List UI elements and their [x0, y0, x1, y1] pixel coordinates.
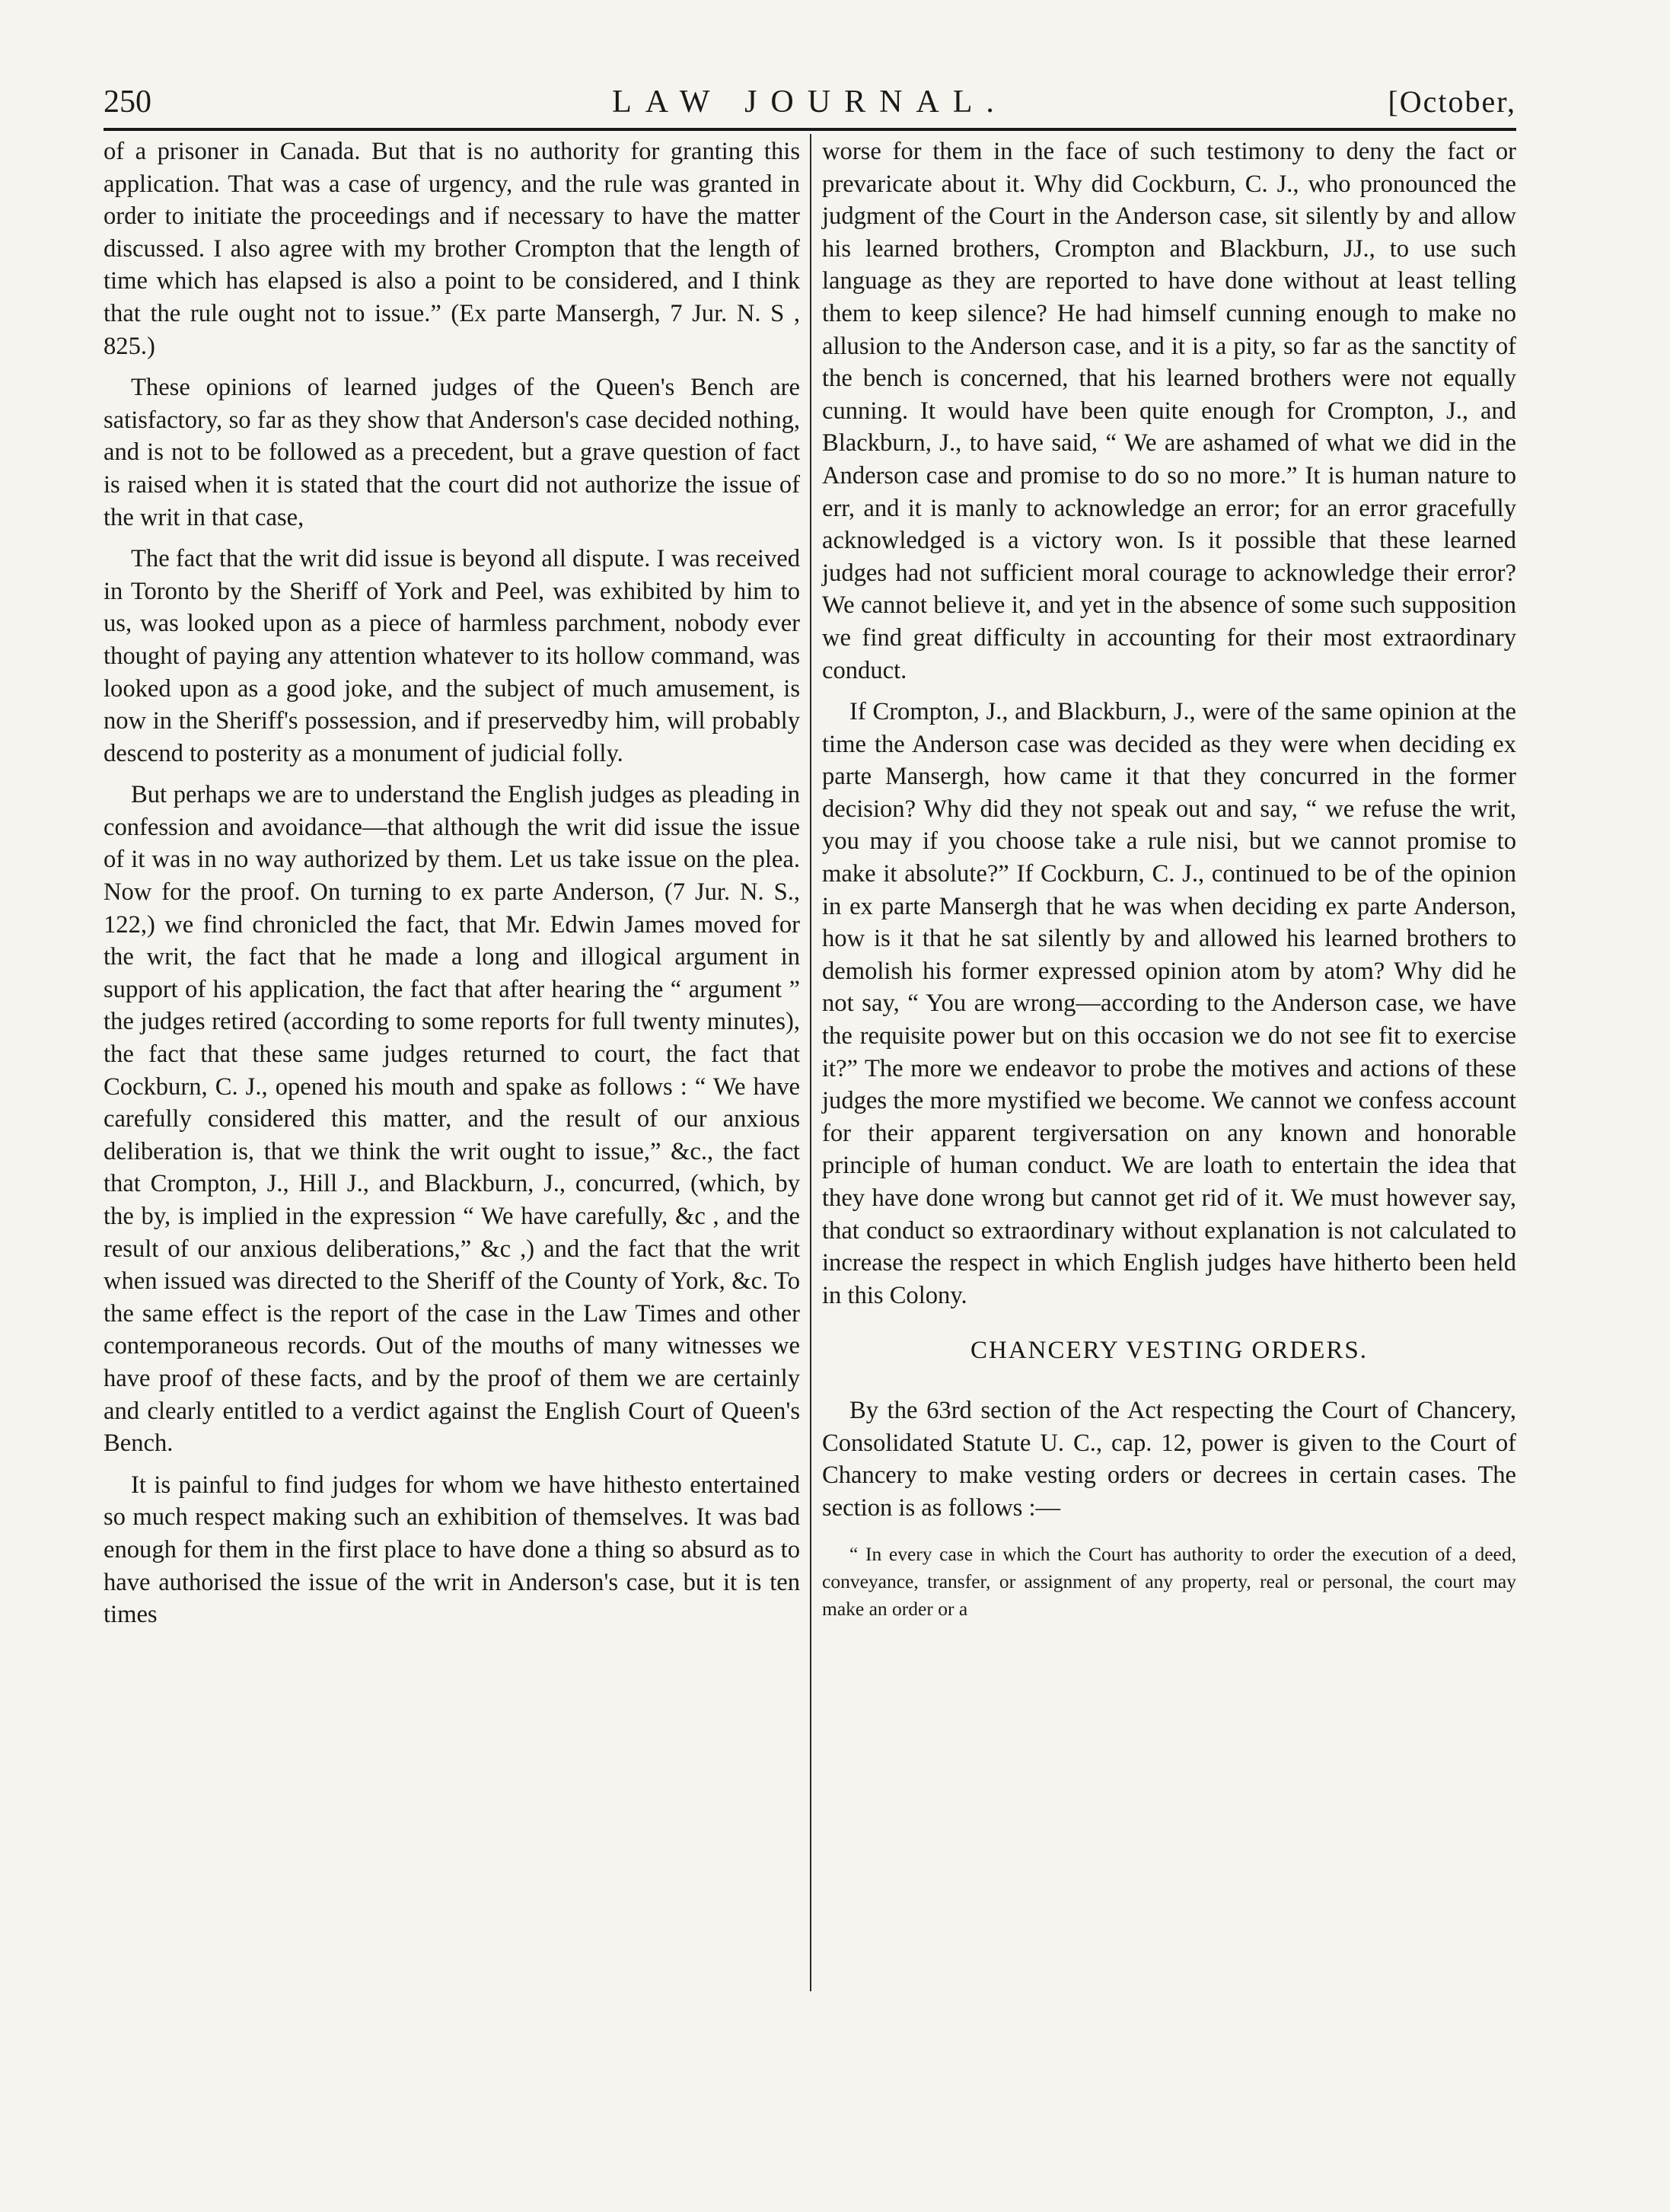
paragraph: If Crompton, J., and Blackburn, J., were of the same opinion at the time the Anderson case was decided as they were when deciding ex parte Mansergh, how came it that they concurred in the former decision? Why did they not speak out and say, “ we refuse the writ, you may if you choose take a rule nisi, but we cannot promise to make it absolute?” If Cockburn, C. J., continued to be of the opinion in ex parte Mansergh that he was when deciding ex parte Anderson, how is it that he sat silently by and allowed his learned brothers to demolish his former expressed opinion atom by atom? Why did he not say, “ You are wrong—according to the Anderson case, we have the requisite power but on this occasion we do not see fit to exercise it?” The more we endeavor to probe the motives and actions of these judges the more mystified we become. We cannot we confess account for their apparent tergiversation on any known and honorable principle of human conduct. We are loath to entertain the idea that they have done wrong but cannot get rid of it. We must however say, that conduct so extraordinary without explanation is not calculated to increase the respect in which English judges have hitherto been held in this Colony. — [822, 698, 1516, 1309]
paragraph: It is painful to find judges for whom we have hithesto entertained so much respect making such an exhibition of themselves. It was bad enough for them in the first place to have done a thing so absurd as to have authorised the issue of the writ in Anderson's case, but it is ten times — [104, 1471, 800, 1629]
paragraph: The fact that the writ did issue is beyond all dispute. I was received in Toronto by the Sheriff of York and Peel, was exhibited by him to us, was looked upon as a piece of harmless parchment, nobody ever thought of paying any attention whatever to its hollow command, was looked upon as a good joke, and the subject of much amusement, is now in the Sheriff's possession, and if preservedby him, will probably descend to posterity as a monument of judicial folly. — [104, 545, 800, 767]
page-number: 250 — [104, 84, 151, 120]
paragraph: By the 63rd section of the Act respecting the Court of Chancery, Consolidated Statute U. C., cap. 12, power is given to the Court of Chancery to make vesting orders or decrees in certain cases. The section is as follows :— — [822, 1396, 1516, 1522]
paragraph: But perhaps we are to understand the English judges as pleading in confession and avoidance—that although the writ did issue the issue of it was in no way authorized by them. Let us take issue on the plea. Now for the proof. On turning to ex parte Anderson, (7 Jur. N. S., 122,) we find chronicled the fact, that Mr. Edwin James moved for the writ, the fact that he made a long and illogical argument in support of his application, the fact that after hearing the “ argument ” the judges retired (according to some reports for full twenty minutes), the fact that these same judges returned to court, the fact that Cockburn, C. J., opened his mouth and spake as follows : “ We have carefully considered this matter, and the result of our anxious deliberation is, that we think the writ ought to issue,” &c., the fact that Crompton, J., Hill J., and Blackburn, J., concurred, (which, by the by, is implied in the expression “ We have carefully, &c , and the result of our anxious deliberations,” &c ,) and the fact that the writ when issued was directed to the Sheriff of the County of York, &c. To the same effect is the report of the case in the Law Times and other contemporaneous records. Out of the mouths of many witnesses we have proof of these facts, and by the proof of them we are certainly and clearly entitled to a verdict against the English Court of Queen's Bench. — [104, 781, 800, 1458]
right-column — [822, 135, 1516, 1632]
paragraph: These opinions of learned judges of the Queen's Bench are satisfactory, so far as they show that Anderson's case decided nothing, and is not to be followed as a precedent, but a grave question of fact is raised when it is stated that the court did not authorize the issue of the writ in that case, — [104, 374, 800, 531]
journal-title: LAW JOURNAL. — [612, 84, 1008, 120]
paragraph: of a prisoner in Canada. But that is no authority for granting this application. That was a case of urgency, and the rule was granted in order to initiate the proceedings and if necessary to have the matter discussed. I also agree with my brother Crompton that the length of time which has elapsed is also a point to be considered, and I think that the rule ought not to issue.” (Ex parte Mansergh, 7 Jur. N. S , 825.) — [104, 138, 800, 360]
header-rule — [104, 128, 1516, 131]
statute-quote: “ In every case in which the Court has authority to order the execution of a deed, conveyance, transfer, or assignment of any property, real or personal, the court may make an order or a — [822, 1543, 1516, 1621]
column-divider — [810, 134, 811, 1991]
issue-month: [October, — [1388, 84, 1516, 119]
left-column — [104, 135, 800, 1640]
page-header — [104, 79, 1516, 140]
paragraph: worse for them in the face of such testimony to deny the fact or prevaricate about it. Why did Cockburn, C. J., who pronounced the judgment of the Court in the Anderson case, sit silently by and allow his learned brothers, Crompton and Blackburn, JJ., to use such language as they are reported to have done without at least telling them to keep silence? He had himself cunning enough to make no allusion to the Anderson case, and it is a pity, so far as the sanctity of the bench is concerned, that his learned brothers were not equally cunning. It would have been quite enough for Crompton, J., and Blackburn, J., to have said, “ We are ashamed of what we did in the Anderson case and promise to do so no more.” It is human nature to err, and it is manly to acknowledge an error; for an error gracefully acknowledged is a victory won. Is it possible that these learned judges had not sufficient moral courage to acknowledge their error? We cannot believe it, and yet in the absence of some such supposition we find great difficulty in accounting for their most extraordinary conduct. — [822, 138, 1516, 684]
section-heading: CHANCERY VESTING ORDERS. — [970, 1337, 1368, 1365]
